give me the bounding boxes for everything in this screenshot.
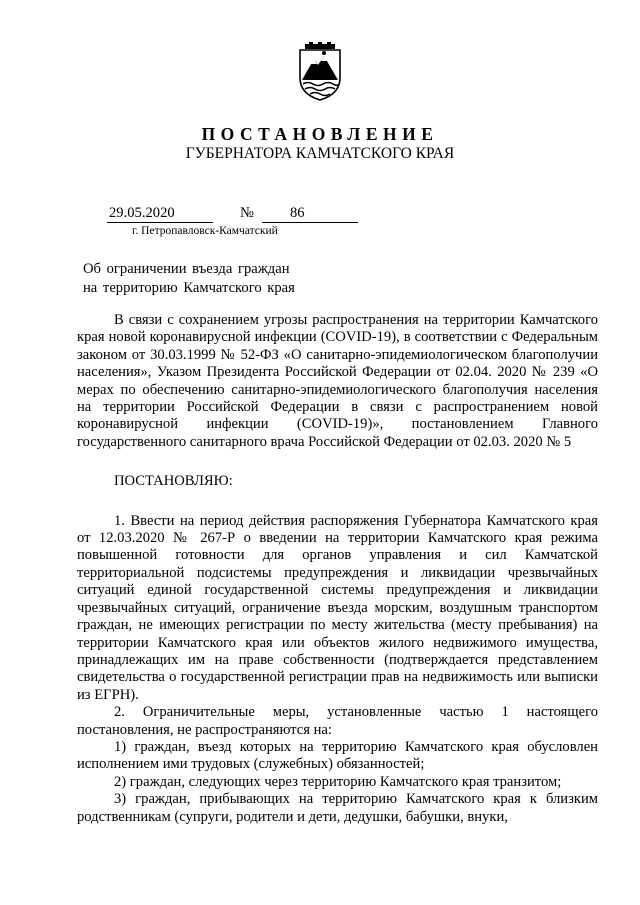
date-underline [107,222,213,223]
body-paragraph-1: 1. Ввести на период действия распоряжения Губернатора Камчатского края от 12.03.2020 № 267-Р о введении на территории Камчатского края режима повышенной готовности для органов управления и сил Камчатской территориальной подсистемы предупреждения и ликвидации чрезвычайных ситуаций единой государственной системы предупреждения и ликвидации чрезвычайных ситуаций, ограничение въезда морским, воздушным транспортом граждан, не имеющих регистрации по месту жительства (месту пребывания) на территории Камчатского края или объектов жилого недвижимого имущества, принадлежащих им на праве собственности (подтверждается представлением свидетельства о государственной регистрации прав на недвижимость или выписки из ЕГРН). [77,512,598,703]
decree-word: ПОСТАНОВЛЯЮ: [114,473,233,490]
document-title: ПОСТАНОВЛЕНИЕ [201,124,439,144]
document-subject [83,260,343,297]
document-body [77,312,598,826]
subject-line-2: на территорию Камчатского края [83,279,295,296]
body-paragraph-4: 2) граждан, следующих через территорию Камчатского края транзитом; [114,773,562,790]
body-paragraph-5: 3) граждан, прибывающих на территорию Камчатского края к близким родственникам (супруги, родители и дети, дедушки, бабушки, внуки, [77,791,598,825]
body-paragraph-3: 1) граждан, въезд которых на территорию Камчатского края обусловлен исполнением ими трудовых (служебных) обязанностей; [77,738,598,773]
preamble-paragraph: В связи с сохранением угрозы распространения на территории Камчатского края новой коронавирусной инфекции (COVID-19), в соответствии с Федеральным законом от 30.03.1999 № 52-ФЗ «О санитарно-эпидемиологическом благополучии населения», Указом Президента Российской Федерации от 02.04. 2020 № 239 «О мерах по обеспечению санитарно-эпидемиологического благополучия населения на территории Российской Федерации в связи с распространением новой коронавирусной инфекции (COVID-19)», постановлением Главного государственного санитарного врача Российской Федерации от 02.03. 2020 № 5 [77,312,598,450]
document-number: 86 [290,205,305,221]
subject-line-1: Об ограничении въезда граждан [83,261,290,277]
number-underline [262,222,358,223]
document-subtitle: ГУБЕРНАТОРА КАМЧАТСКОГО КРАЯ [185,145,455,162]
kamchatka-coat-of-arms-icon [297,42,343,102]
number-sign: № [240,205,254,221]
document-city: г. Петропавловск-Камчатский [132,225,278,237]
body-paragraph-2: 2. Ограничительные меры, установленные частью 1 настоящего постановления, не распространяются на: [77,704,598,738]
document-date: 29.05.2020 [109,205,175,221]
